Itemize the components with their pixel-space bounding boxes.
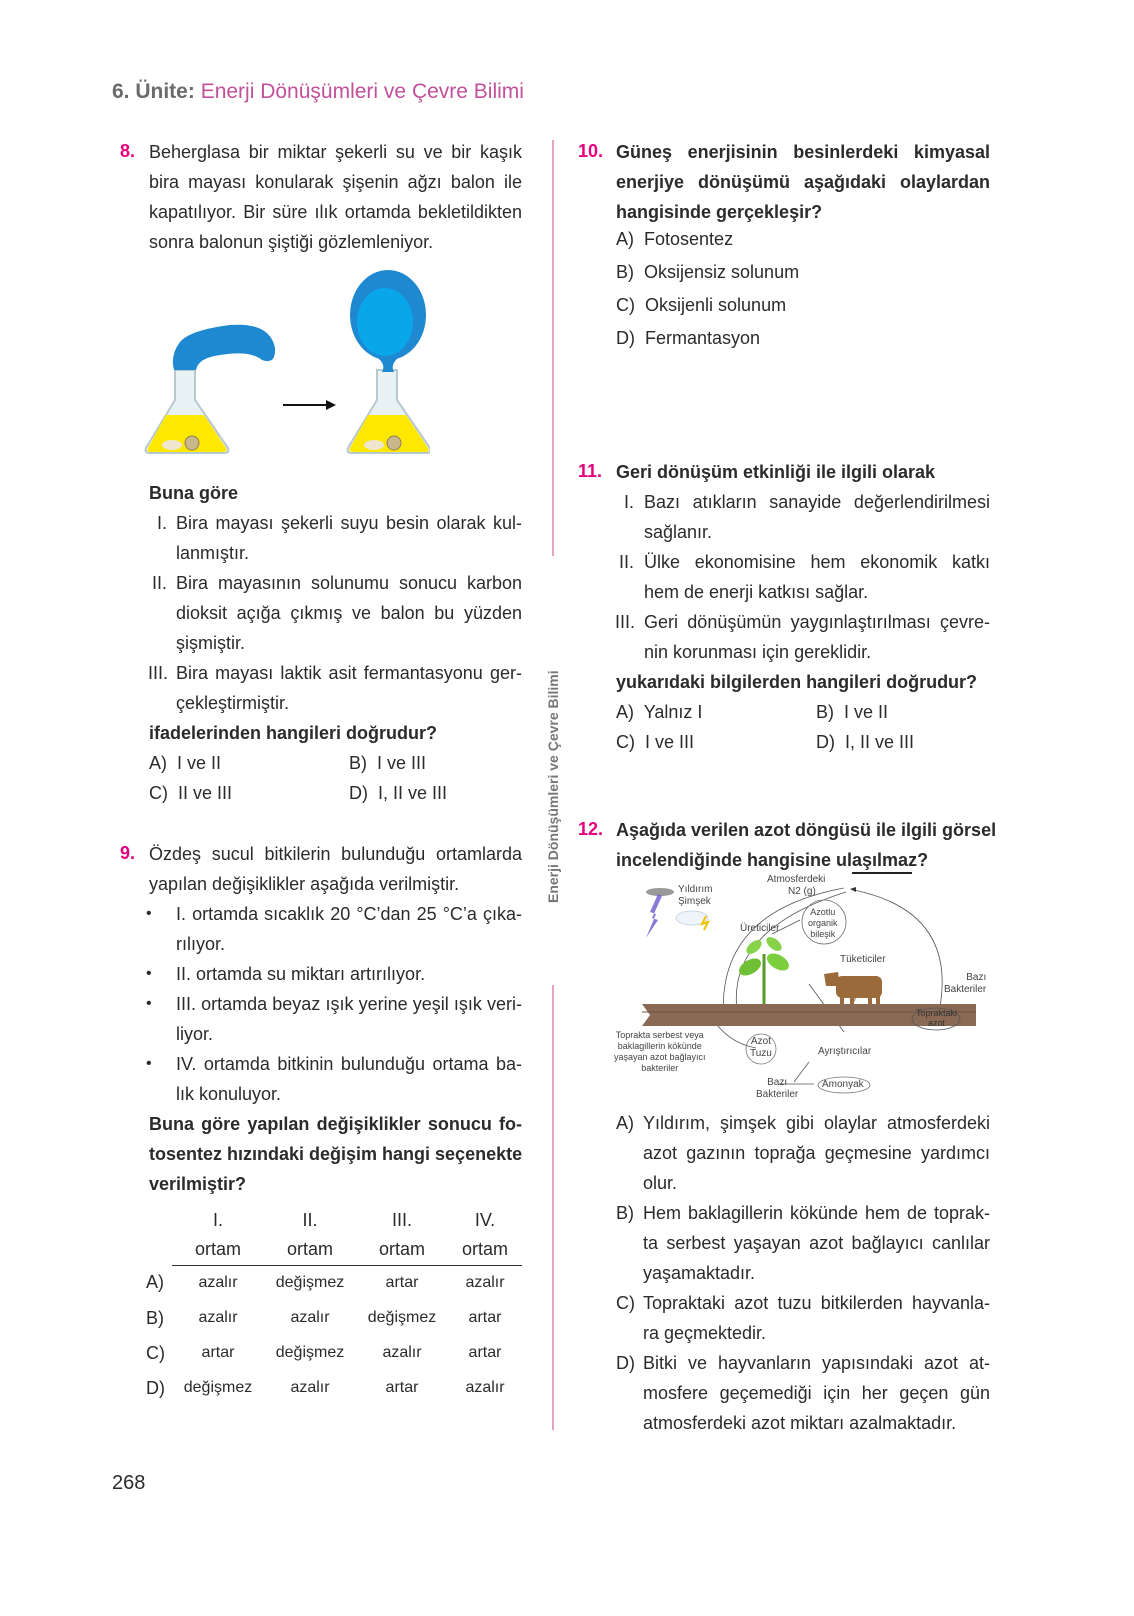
label-bacteria-right: Bazı Bakteriler bbox=[944, 972, 987, 995]
bullet-item bbox=[146, 989, 522, 1049]
statement-roman: II. bbox=[152, 573, 168, 593]
question-10 bbox=[578, 137, 990, 355]
question-text: ifadelerinden hangileri doğrudur? bbox=[149, 723, 438, 743]
option-a[interactable]: A) Yalnız I bbox=[616, 702, 703, 722]
column-header: III. bbox=[391, 1209, 412, 1230]
bullet-line: liyor. bbox=[176, 1024, 214, 1044]
option-row-d[interactable]: D) değişmez azalır artar azalır bbox=[146, 1377, 505, 1398]
label-decomposers: Ayrıştırıcılar bbox=[818, 1046, 872, 1057]
question-8 bbox=[120, 137, 522, 257]
statement-roman: III. bbox=[615, 612, 636, 632]
statement-roman: III. bbox=[148, 663, 169, 683]
statement-line: hem de enerji katkısı sağlar. bbox=[644, 582, 869, 602]
plant-icon bbox=[736, 934, 792, 1004]
label-atmosphere: Atmosferdeki bbox=[767, 874, 826, 885]
column-header: ortam bbox=[264, 1235, 356, 1265]
statement-line: sağlanır. bbox=[644, 522, 713, 542]
question-text: verilmiştir? bbox=[149, 1174, 247, 1194]
answer-options bbox=[616, 697, 990, 757]
statement-line: Geri dönüşümün yaygınlaştırılması çevre- bbox=[644, 612, 990, 632]
bullet-line: lık konuluyor. bbox=[176, 1084, 282, 1104]
stem-line: incelendiğinde hangisine ulaşılmaz? bbox=[616, 850, 929, 870]
bullet-item bbox=[146, 959, 522, 989]
question-number: 11. bbox=[578, 461, 603, 481]
question-12-options bbox=[616, 1108, 990, 1438]
question-12 bbox=[578, 815, 997, 875]
flask-deflated-icon bbox=[146, 325, 276, 453]
statement-line: Bira mayası şekerli suyu besin olarak kul- bbox=[176, 513, 522, 533]
question-number: 9. bbox=[120, 843, 136, 863]
page-number: 268 bbox=[112, 1472, 146, 1494]
label-consumers: Tüketiciler bbox=[840, 954, 886, 965]
option-b[interactable]: B) I ve III bbox=[349, 753, 427, 773]
cow-icon bbox=[824, 972, 882, 1008]
label-ammonia: Amonyak bbox=[822, 1079, 864, 1090]
option-b[interactable]: B) I ve II bbox=[816, 702, 889, 722]
side-label: Enerji Dönüşümleri ve Çevre Bilimi bbox=[545, 670, 561, 903]
answer-table bbox=[146, 1205, 522, 1406]
column-header: ortam bbox=[448, 1235, 522, 1265]
option-b[interactable]: B) Hem baklagillerin kökünde hem de toprak- ta serbest yaşayan azot bağlayıcı canlılar yaşamaktadır. bbox=[616, 1203, 990, 1283]
question-number: 8. bbox=[120, 141, 136, 161]
question-11 bbox=[578, 457, 990, 757]
option-a[interactable]: A) Fotosentez bbox=[616, 229, 734, 249]
label-lightning: Yıldırım Şimşek bbox=[678, 884, 713, 907]
stem-line: Güneş enerjisinin besinlerdeki kimyasal bbox=[616, 142, 990, 162]
flask-inflated-icon bbox=[348, 270, 431, 453]
unit-title: Enerji Dönüşümleri ve Çevre Bilimi bbox=[200, 80, 524, 103]
label-soil-nitrogen: Topraktaki azot bbox=[916, 1008, 958, 1028]
column-header: II. bbox=[302, 1209, 318, 1230]
column-divider-top bbox=[552, 140, 554, 556]
label-nitrogen-fixers: Toprakta serbest veya baklagillerin kökünde yaşayan azot bağlayıcı bakteriler bbox=[614, 1030, 706, 1073]
stem-line: Geri dönüşüm etkinliği ile ilgili olarak bbox=[616, 462, 936, 482]
bullet-icon: • bbox=[146, 965, 152, 982]
statement-roman: I. bbox=[157, 513, 168, 533]
stem-line: kapatılıyor. Bir süre ılık ortamda bekletildikten bbox=[149, 202, 522, 222]
question-number: 12. bbox=[578, 819, 604, 839]
option-c[interactable]: C) I ve III bbox=[616, 732, 695, 752]
statement-roman: II. bbox=[619, 552, 635, 572]
question-text: yukarıdaki bilgilerden hangileri doğrudur? bbox=[616, 672, 978, 692]
option-d[interactable]: D) Bitki ve hayvanların yapısındaki azot at- mosfere geçemediği için her geçen gün atmosferdeki azot miktarı azalmaktadır. bbox=[616, 1353, 990, 1433]
stem-line: hangisinde gerçekleşir? bbox=[616, 202, 823, 222]
lead-text: Buna göre bbox=[149, 483, 239, 503]
stem-line: yapılan değişiklikler aşağıda verilmiştir. bbox=[149, 874, 460, 894]
bullet-icon: • bbox=[146, 1055, 152, 1072]
statement-line: lanmıştır. bbox=[176, 543, 250, 563]
column-header: I. bbox=[212, 1209, 223, 1230]
option-c[interactable]: C) Topraktaki azot tuzu bitkilerden hayvanla- ra geçmektedir. bbox=[616, 1293, 990, 1343]
statement-line: çekleştirmiştir. bbox=[176, 693, 290, 713]
statement-line: Bira mayası laktik asit fermantasyonu ger- bbox=[176, 663, 522, 683]
label-n2: N2 (g) bbox=[788, 886, 816, 897]
option-b[interactable]: B) Oksijensiz solunum bbox=[616, 262, 800, 282]
option-row-a[interactable]: A) azalır değişmez artar azalır bbox=[146, 1272, 505, 1293]
question-9 bbox=[120, 839, 522, 1199]
stem-line: enerjiye dönüşümü aşağıdaki olaylardan bbox=[616, 172, 990, 192]
statement-line: Bira mayasının solunumu sonucu karbon bbox=[176, 573, 522, 593]
statement-line: dioksit açığa çıkmış ve balon bu yüzden bbox=[176, 603, 522, 623]
bullet-line: IV. ortamda bitkinin bulunduğu ortama ba- bbox=[176, 1054, 522, 1074]
option-row-b[interactable]: B) azalır azalır değişmez artar bbox=[146, 1307, 502, 1328]
label-bacteria-bottom: Bazı Bakteriler bbox=[756, 1077, 799, 1100]
option-d[interactable]: D) Fermantasyon bbox=[616, 328, 761, 348]
option-d[interactable]: D) I, II ve III bbox=[816, 732, 915, 752]
bullet-item bbox=[146, 1049, 522, 1109]
option-a[interactable]: A) Yıldırım, şimşek gibi olaylar atmosferdeki azot gazının toprağa geçmesine yardımcı olur. bbox=[616, 1113, 990, 1193]
stem-line: Aşağıda verilen azot döngüsü ile ilgili görsel bbox=[616, 820, 997, 840]
stem-line: Özdeş sucul bitkilerin bulunduğu ortamlarda bbox=[149, 844, 522, 864]
option-c[interactable]: C) Oksijenli solunum bbox=[616, 295, 787, 315]
yeast-balloon-figure bbox=[140, 270, 430, 460]
bullet-line: III. ortamda beyaz ışık yerine yeşil ışık veri- bbox=[176, 994, 522, 1014]
label-organic: Azotlu organik bileşik bbox=[808, 907, 838, 939]
option-a[interactable]: A) I ve II bbox=[149, 753, 222, 773]
stem-line: sonra balonun şiştiği gözlemleniyor. bbox=[149, 232, 434, 252]
answer-options bbox=[149, 748, 522, 808]
bullet-line: rılıyor. bbox=[176, 934, 226, 954]
column-divider-bottom bbox=[552, 985, 554, 1430]
stem-line: bira mayası konularak şişenin ağzı balon ile bbox=[149, 172, 522, 192]
bullet-item bbox=[146, 899, 522, 959]
unit-number: 6. Ünite: bbox=[112, 80, 195, 103]
column-header: IV. bbox=[474, 1209, 496, 1230]
column-header: ortam bbox=[172, 1235, 264, 1265]
column-header: ortam bbox=[356, 1235, 448, 1265]
label-nitrogen-salt: Azot Tuzu bbox=[750, 1036, 772, 1059]
stem-line: Beherglasa bir miktar şekerli su ve bir kaşık bbox=[149, 142, 522, 162]
bullet-line: I. ortamda sıcaklık 20 °C’dan 25 °C’a çıka- bbox=[176, 904, 522, 924]
statement-line: Ülke ekonomisine hem ekonomik katkı bbox=[644, 552, 990, 572]
question-text: Buna göre yapılan değişiklikler sonucu fo- bbox=[149, 1114, 522, 1134]
statement-line: Bazı atıkların sanayide değerlendirilmesi bbox=[644, 492, 990, 512]
option-c[interactable]: C) II ve III bbox=[149, 783, 233, 803]
statement-line: şişmiştir. bbox=[176, 633, 245, 653]
bullet-line: II. ortamda su miktarı artırılıyor. bbox=[176, 964, 426, 984]
statement-roman: I. bbox=[624, 492, 635, 512]
option-row-c[interactable]: C) artar değişmez azalır artar bbox=[146, 1342, 502, 1363]
question-number: 10. bbox=[578, 141, 604, 161]
question-text: tosentez hızındaki değişim hangi seçenekte bbox=[149, 1144, 523, 1164]
unit-header bbox=[112, 80, 524, 104]
label-producers: Üreticiler bbox=[740, 923, 780, 934]
bullet-icon: • bbox=[146, 995, 152, 1012]
statement-line: nin korunması için gereklidir. bbox=[644, 642, 872, 662]
question-8-body bbox=[149, 478, 522, 808]
nitrogen-cycle-diagram bbox=[614, 872, 990, 1104]
bullet-icon: • bbox=[146, 905, 152, 922]
option-d[interactable]: D) I, II ve III bbox=[349, 783, 448, 803]
